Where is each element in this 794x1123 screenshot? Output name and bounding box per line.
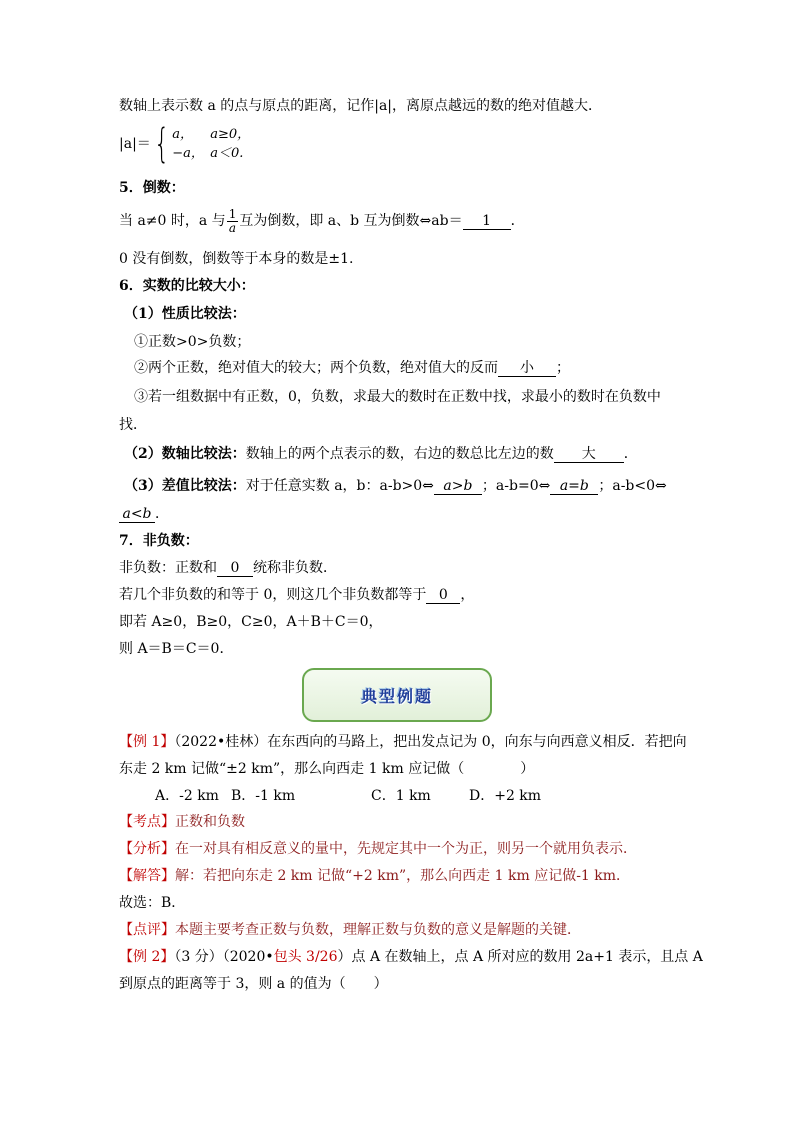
example-1-point: 【考点】正数和负数 bbox=[119, 814, 245, 830]
nonneg-definition: 非负数：正数和 0 统称非负数． bbox=[119, 560, 337, 576]
fraction-one-over-a: $\frac{1}{a}$ bbox=[228, 206, 237, 235]
example-2-tag: 【例 2】 bbox=[119, 949, 175, 965]
example-1-analysis: 【分析】在一对具有相反意义的量中，先规定其中一个为正，则另一个就用负表示． bbox=[119, 841, 637, 857]
reciprocal-zero-note: 0 没有倒数，倒数等于本身的数是±1. bbox=[119, 251, 354, 267]
abs-lhs: |a|＝ bbox=[119, 136, 151, 152]
abs-piecewise bbox=[119, 121, 251, 167]
example-1-tag: 【例 1】 bbox=[119, 734, 175, 750]
compare-method-1-item-2: ②两个正数，绝对值大的较大；两个负数，绝对值大的反而 小 ； bbox=[134, 360, 570, 376]
compare-method-1-item-3-cont: 找． bbox=[119, 417, 147, 433]
blank-diff-zero: a=b bbox=[550, 478, 598, 495]
example-1-question: 【例 1】（2022•桂林）在东西向的马路上，把出发点记为 0，向东与向西意义相反．若把向 bbox=[119, 734, 687, 750]
example-1-answer: 【解答】解：若把向东走 2 km 记做“+2 km”，那么向西走 1 km 应记做-1 km． bbox=[119, 868, 631, 884]
blank-zero-1: 0 bbox=[217, 560, 253, 577]
option-d: D．+2 km bbox=[469, 788, 542, 804]
option-a: A．-2 km bbox=[155, 788, 219, 804]
compare-method-3-cont: a<b ． bbox=[119, 504, 169, 524]
banner-title: 典型例题 bbox=[360, 686, 433, 706]
nonneg-sum-rule: 若几个非负数的和等于 0，则这几个非负数都等于 0 ， bbox=[119, 587, 475, 603]
compare-method-1-item-1: ①正数>0>负数； bbox=[134, 334, 251, 350]
reciprocal-heading: 5．倒数： bbox=[119, 180, 185, 196]
example-1-question-cont: 东走 2 km 记做“±2 km”，那么向西走 1 km 应记做（ ） bbox=[119, 761, 535, 777]
blank-smaller: 小 bbox=[498, 360, 556, 377]
reciprocal-definition: 当 a≠0 时，a 与 $\frac{1}{a}$ 互为倒数，即 a、b 互为倒数⇔ab＝ 1 ． bbox=[119, 206, 525, 235]
nonneg-heading: 7．非负数： bbox=[119, 533, 199, 549]
abs-cases bbox=[172, 125, 250, 163]
example-1-options bbox=[155, 786, 541, 806]
example-1-choice: 故选：B． bbox=[119, 895, 186, 911]
typical-examples-banner bbox=[302, 668, 492, 722]
abs-case-2: −a， a＜0. bbox=[172, 146, 244, 161]
blank-zero-2: 0 bbox=[426, 587, 460, 604]
abs-case-1: a， a≥0， bbox=[172, 127, 251, 142]
blank-diff-positive: a>b bbox=[434, 478, 482, 495]
compare-method-2: （2）数轴比较法：数轴上的两个点表示的数，右边的数总比左边的数 大 ． bbox=[124, 446, 638, 462]
option-c: C．1 km bbox=[371, 788, 431, 804]
example-1-comment: 【点评】本题主要考查正数与负数，理解正数与负数的意义是解题的关键． bbox=[119, 922, 581, 938]
example-2-question: 【例 2】（3 分）（2020•包头 3/26）点 A 在数轴上，点 A 所对应的数用 2a+1 表示，且点 A bbox=[119, 949, 703, 965]
option-b: B．-1 km bbox=[231, 788, 296, 804]
compare-method-1-item-3: ③若一组数据中有正数，0，负数，求最大的数时在正数中找，求最小的数时在负数中 bbox=[134, 389, 661, 405]
blank-diff-negative: a<b bbox=[119, 506, 155, 523]
brace-symbol: { bbox=[153, 121, 170, 167]
abs-definition: 数轴上表示数 a 的点与原点的距离，记作|a|，离原点越远的数的绝对值越大． bbox=[119, 98, 603, 114]
nonneg-condition: 即若 A≥0，B≥0，C≥0，A＋B＋C＝0， bbox=[119, 614, 383, 630]
blank-larger: 大 bbox=[554, 446, 624, 463]
compare-method-1-title: （1）性质比较法： bbox=[124, 306, 246, 322]
example-2-question-cont: 到原点的距离等于 3，则 a 的值为（ ） bbox=[119, 976, 388, 992]
compare-method-3: （3）差值比较法：对于任意实数 a，b：a-b>0⇔ a>b ；a-b=0⇔ a=b ；a-b<0⇔ bbox=[124, 478, 667, 494]
compare-heading: 6．实数的比较大小： bbox=[119, 278, 255, 294]
blank-reciprocal-product: 1 bbox=[463, 213, 511, 230]
nonneg-conclusion: 则 A＝B＝C＝0． bbox=[119, 641, 234, 657]
